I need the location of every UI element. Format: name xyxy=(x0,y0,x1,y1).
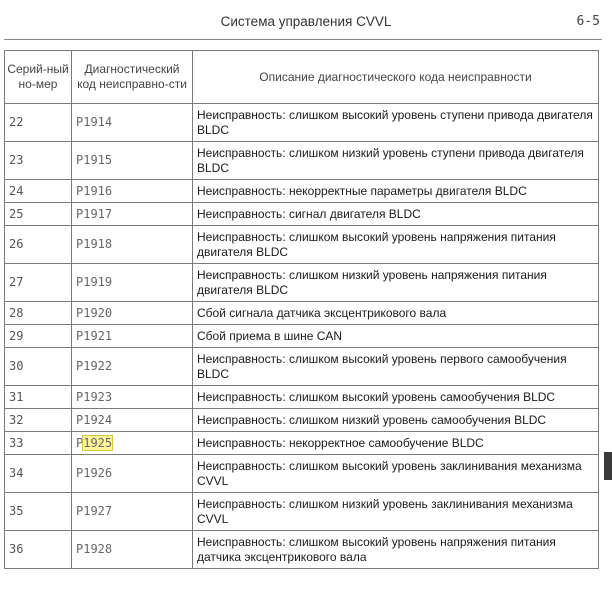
dtc-code-digits: 1922 xyxy=(83,359,113,373)
description-cell: Неисправность: слишком низкий уровень самообучения BLDC xyxy=(193,409,599,432)
table-row xyxy=(5,302,599,325)
description-cell: Неисправность: слишком высокий уровень первого самообучения BLDC xyxy=(193,348,599,386)
dtc-code-prefix: P xyxy=(76,542,84,556)
table-row xyxy=(5,531,599,569)
description-cell: Сбой приема в шине CAN xyxy=(193,325,599,348)
dtc-code-prefix: P xyxy=(76,237,84,251)
dtc-code-prefix: P xyxy=(76,389,84,404)
dtc-code-digits: 1919 xyxy=(83,275,113,289)
serial-number-cell: 29 xyxy=(5,325,72,348)
table-row xyxy=(5,432,599,455)
serial-number-cell: 23 xyxy=(5,142,72,180)
description-cell: Неисправность: некорректное самообучение BLDC xyxy=(193,432,599,455)
dtc-code-prefix: P xyxy=(76,359,84,373)
table-row xyxy=(5,409,599,432)
dtc-code-cell xyxy=(72,348,193,386)
table-row xyxy=(5,493,599,531)
dtc-code-cell xyxy=(72,264,193,302)
dtc-code-cell xyxy=(72,455,193,493)
dtc-code-prefix: P xyxy=(76,206,84,221)
dtc-code-cell xyxy=(72,104,193,142)
description-cell: Неисправность: слишком низкий уровень заклинивания механизма CVVL xyxy=(193,493,599,531)
dtc-table xyxy=(4,50,599,569)
column-header-serial: Серий-ный но-мер xyxy=(5,51,72,104)
column-header-code: Диагностический код неисправно-сти xyxy=(72,51,193,104)
dtc-code-digits: 1915 xyxy=(83,153,113,167)
dtc-code-digits: 1926 xyxy=(83,466,113,480)
table-row xyxy=(5,455,599,493)
dtc-code-digits: 1923 xyxy=(83,389,113,404)
dtc-code-digits: 1920 xyxy=(83,305,113,320)
dtc-code-prefix: P xyxy=(76,115,84,129)
serial-number-cell: 30 xyxy=(5,348,72,386)
table-row xyxy=(5,226,599,264)
dtc-code-cell xyxy=(72,432,193,455)
dtc-code-prefix: P xyxy=(76,183,84,198)
dtc-code-digits: 1928 xyxy=(83,542,113,556)
dtc-code-prefix: P xyxy=(76,305,84,320)
dtc-code-digits: 1914 xyxy=(83,115,113,129)
description-cell: Неисправность: слишком высокий уровень заклинивания механизма CVVL xyxy=(193,455,599,493)
serial-number-cell: 24 xyxy=(5,180,72,203)
description-cell: Неисправность: слишком высокий уровень напряжения питания датчика эксцентрикового вала xyxy=(193,531,599,569)
dtc-code-prefix: P xyxy=(76,504,84,518)
column-header-description: Описание диагностического кода неисправности xyxy=(193,51,599,104)
description-cell: Неисправность: сигнал двигателя BLDC xyxy=(193,203,599,226)
dtc-code-prefix: P xyxy=(76,435,84,450)
description-cell: Сбой сигнала датчика эксцентрикового вала xyxy=(193,302,599,325)
dtc-code-prefix: P xyxy=(76,328,84,343)
serial-number-cell: 35 xyxy=(5,493,72,531)
serial-number-cell: 36 xyxy=(5,531,72,569)
header-divider xyxy=(4,39,602,40)
page-title: Система управления CVVL xyxy=(220,14,392,29)
dtc-code-digits: 1916 xyxy=(83,183,113,198)
table-row xyxy=(5,325,599,348)
description-cell: Неисправность: слишком высокий уровень ступени привода двигателя BLDC xyxy=(193,104,599,142)
dtc-code-prefix: P xyxy=(76,275,84,289)
header-row xyxy=(5,51,599,104)
dtc-code-cell xyxy=(72,493,193,531)
dtc-code-cell xyxy=(72,386,193,409)
chapter-edge-tab xyxy=(604,452,612,480)
table-row xyxy=(5,203,599,226)
serial-number-cell: 33 xyxy=(5,432,72,455)
dtc-code-digits: 1918 xyxy=(83,237,113,251)
table-row xyxy=(5,386,599,409)
dtc-code-prefix: P xyxy=(76,153,84,167)
description-cell: Неисправность: слишком высокий уровень напряжения питания двигателя BLDC xyxy=(193,226,599,264)
dtc-code-prefix: P xyxy=(76,466,84,480)
table-body xyxy=(5,104,599,569)
description-cell: Неисправность: слишком низкий уровень напряжения питания двигателя BLDC xyxy=(193,264,599,302)
page-header xyxy=(0,14,612,38)
description-cell: Неисправность: слишком низкий уровень ступени привода двигателя BLDC xyxy=(193,142,599,180)
dtc-code-cell xyxy=(72,325,193,348)
table-row xyxy=(5,264,599,302)
dtc-code-digits: 1921 xyxy=(83,328,113,343)
serial-number-cell: 28 xyxy=(5,302,72,325)
table-row xyxy=(5,142,599,180)
description-cell: Неисправность: слишком высокий уровень самообучения BLDC xyxy=(193,386,599,409)
table-row xyxy=(5,348,599,386)
dtc-code-digits: 1927 xyxy=(83,504,113,518)
dtc-code-cell xyxy=(72,203,193,226)
serial-number-cell: 26 xyxy=(5,226,72,264)
dtc-code-cell xyxy=(72,531,193,569)
table-header xyxy=(5,51,599,104)
dtc-code-cell xyxy=(72,302,193,325)
dtc-code-digits: 1917 xyxy=(83,206,113,221)
dtc-code-cell xyxy=(72,409,193,432)
serial-number-cell: 25 xyxy=(5,203,72,226)
dtc-code-cell xyxy=(72,226,193,264)
table-row xyxy=(5,180,599,203)
table-row xyxy=(5,104,599,142)
description-cell: Неисправность: некорректные параметры двигателя BLDC xyxy=(193,180,599,203)
dtc-code-highlighted: 1925 xyxy=(83,435,113,450)
dtc-code-cell xyxy=(72,180,193,203)
dtc-code-cell xyxy=(72,142,193,180)
serial-number-cell: 22 xyxy=(5,104,72,142)
serial-number-cell: 32 xyxy=(5,409,72,432)
serial-number-cell: 27 xyxy=(5,264,72,302)
serial-number-cell: 31 xyxy=(5,386,72,409)
page-number: 6-5 xyxy=(576,14,600,29)
dtc-code-digits: 1924 xyxy=(83,412,113,427)
dtc-code-prefix: P xyxy=(76,412,84,427)
serial-number-cell: 34 xyxy=(5,455,72,493)
